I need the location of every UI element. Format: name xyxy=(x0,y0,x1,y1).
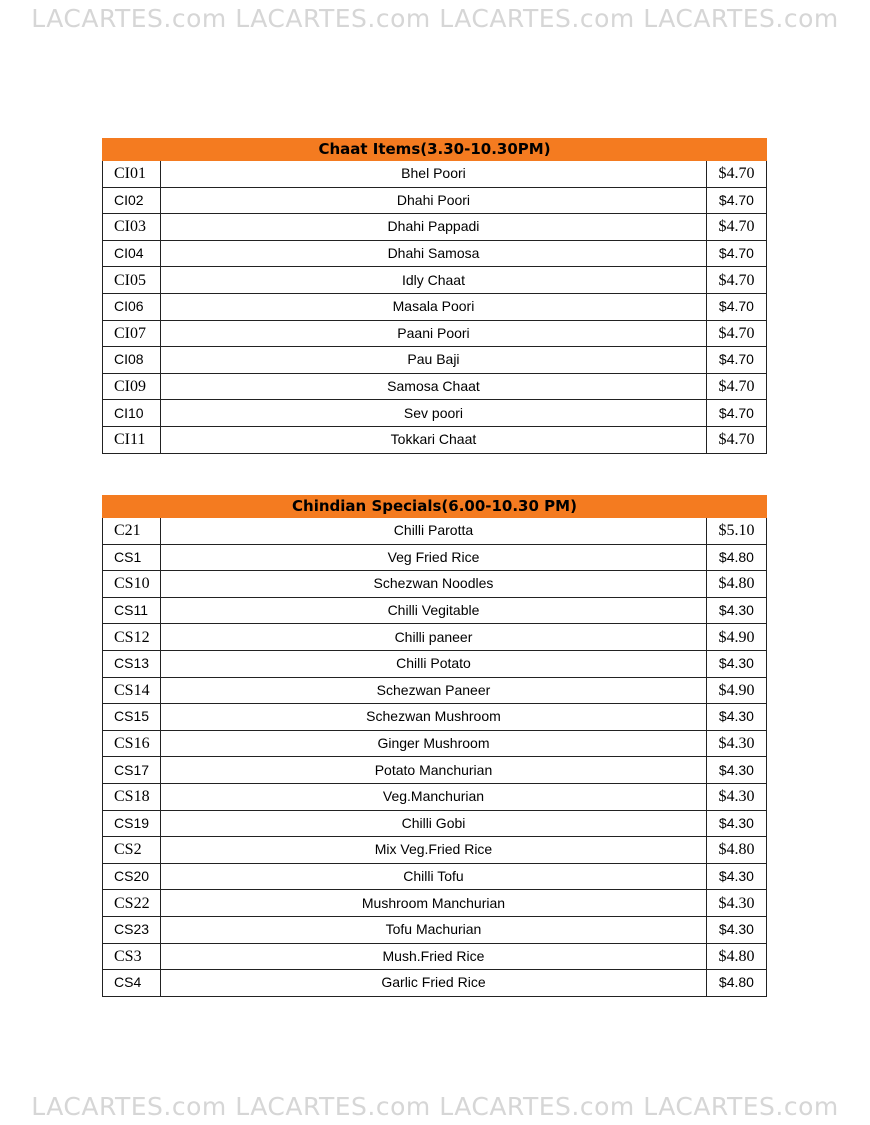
item-price: $4.70 xyxy=(706,320,766,347)
menu-item-row xyxy=(103,400,767,427)
menu-item-row xyxy=(103,810,767,837)
item-code: CI08 xyxy=(103,347,161,374)
menu-item-row xyxy=(103,677,767,704)
item-price: $4.30 xyxy=(706,730,766,757)
item-code: CS10 xyxy=(103,571,161,598)
item-price: $4.30 xyxy=(706,597,766,624)
item-code: C21 xyxy=(103,518,161,545)
item-price: $4.30 xyxy=(706,863,766,890)
menu-item-row xyxy=(103,650,767,677)
section-title: Chaat Items(3.30-10.30PM) xyxy=(103,139,767,161)
item-name: Bhel Poori xyxy=(161,161,707,188)
item-code: CS16 xyxy=(103,730,161,757)
item-name: Chilli Potato xyxy=(161,650,707,677)
item-name: Chilli Gobi xyxy=(161,810,707,837)
item-price: $4.90 xyxy=(706,677,766,704)
item-name: Chilli Parotta xyxy=(161,518,707,545)
item-price: $5.10 xyxy=(706,518,766,545)
item-code: CI02 xyxy=(103,187,161,214)
menu-item-row xyxy=(103,597,767,624)
section-title: Chindian Specials(6.00-10.30 PM) xyxy=(103,496,767,518)
menu-item-row xyxy=(103,518,767,545)
menu-item-row xyxy=(103,916,767,943)
item-code: CI10 xyxy=(103,400,161,427)
section-body xyxy=(103,161,767,454)
item-price: $4.70 xyxy=(706,267,766,294)
item-price: $4.70 xyxy=(706,373,766,400)
item-code: CS14 xyxy=(103,677,161,704)
item-code: CS3 xyxy=(103,943,161,970)
item-code: CS22 xyxy=(103,890,161,917)
item-price: $4.70 xyxy=(706,161,766,188)
item-code: CS17 xyxy=(103,757,161,784)
menu-item-row xyxy=(103,347,767,374)
item-name: Schezwan Mushroom xyxy=(161,704,707,731)
menu-item-row xyxy=(103,783,767,810)
item-price: $4.30 xyxy=(706,783,766,810)
item-name: Mushroom Manchurian xyxy=(161,890,707,917)
item-name: Tofu Machurian xyxy=(161,916,707,943)
item-price: $4.70 xyxy=(706,426,766,453)
item-name: Chilli paneer xyxy=(161,624,707,651)
item-name: Pau Baji xyxy=(161,347,707,374)
item-code: CI03 xyxy=(103,214,161,241)
item-name: Mix Veg.Fried Rice xyxy=(161,837,707,864)
item-name: Chilli Vegitable xyxy=(161,597,707,624)
item-code: CS15 xyxy=(103,704,161,731)
menu-item-row xyxy=(103,320,767,347)
item-code: CS2 xyxy=(103,837,161,864)
item-name: Schezwan Paneer xyxy=(161,677,707,704)
item-name: Dhahi Pappadi xyxy=(161,214,707,241)
chaat-items-table xyxy=(102,138,767,454)
item-name: Veg.Manchurian xyxy=(161,783,707,810)
item-name: Ginger Mushroom xyxy=(161,730,707,757)
item-code: CS13 xyxy=(103,650,161,677)
item-code: CS11 xyxy=(103,597,161,624)
item-price: $4.90 xyxy=(706,624,766,651)
section-body xyxy=(103,518,767,997)
item-code: CS23 xyxy=(103,916,161,943)
menu-item-row xyxy=(103,757,767,784)
item-code: CI01 xyxy=(103,161,161,188)
menu-item-row xyxy=(103,214,767,241)
item-price: $4.30 xyxy=(706,890,766,917)
menu-item-row xyxy=(103,161,767,188)
watermark-bottom: LACARTES.com LACARTES.com LACARTES.com LACARTES.com xyxy=(31,1092,839,1121)
menu-item-row xyxy=(103,890,767,917)
item-code: CI04 xyxy=(103,240,161,267)
item-code: CS12 xyxy=(103,624,161,651)
item-name: Masala Poori xyxy=(161,293,707,320)
item-code: CI05 xyxy=(103,267,161,294)
item-price: $4.80 xyxy=(706,571,766,598)
chindian-specials-table xyxy=(102,495,767,997)
menu-item-row xyxy=(103,293,767,320)
item-name: Samosa Chaat xyxy=(161,373,707,400)
item-code: CI06 xyxy=(103,293,161,320)
menu-item-row xyxy=(103,624,767,651)
menu-item-row xyxy=(103,571,767,598)
item-code: CI07 xyxy=(103,320,161,347)
item-price: $4.80 xyxy=(706,970,766,997)
item-code: CS19 xyxy=(103,810,161,837)
item-code: CS18 xyxy=(103,783,161,810)
item-code: CS4 xyxy=(103,970,161,997)
item-name: Idly Chaat xyxy=(161,267,707,294)
item-price: $4.80 xyxy=(706,943,766,970)
item-price: $4.80 xyxy=(706,837,766,864)
item-name: Dhahi Poori xyxy=(161,187,707,214)
item-price: $4.70 xyxy=(706,214,766,241)
item-name: Schezwan Noodles xyxy=(161,571,707,598)
menu-item-row xyxy=(103,544,767,571)
item-name: Tokkari Chaat xyxy=(161,426,707,453)
item-name: Potato Manchurian xyxy=(161,757,707,784)
item-name: Paani Poori xyxy=(161,320,707,347)
item-price: $4.70 xyxy=(706,347,766,374)
item-price: $4.70 xyxy=(706,293,766,320)
menu-item-row xyxy=(103,426,767,453)
item-name: Sev poori xyxy=(161,400,707,427)
watermark-top: LACARTES.com LACARTES.com LACARTES.com LACARTES.com xyxy=(31,4,839,33)
menu-item-row xyxy=(103,943,767,970)
item-code: CI09 xyxy=(103,373,161,400)
item-name: Dhahi Samosa xyxy=(161,240,707,267)
item-price: $4.30 xyxy=(706,704,766,731)
item-price: $4.30 xyxy=(706,810,766,837)
item-name: Veg Fried Rice xyxy=(161,544,707,571)
menu-item-row xyxy=(103,863,767,890)
item-price: $4.30 xyxy=(706,757,766,784)
menu-item-row xyxy=(103,970,767,997)
item-code: CI11 xyxy=(103,426,161,453)
item-price: $4.70 xyxy=(706,187,766,214)
menu-item-row xyxy=(103,704,767,731)
item-price: $4.30 xyxy=(706,650,766,677)
item-name: Chilli Tofu xyxy=(161,863,707,890)
item-name: Garlic Fried Rice xyxy=(161,970,707,997)
item-name: Mush.Fried Rice xyxy=(161,943,707,970)
item-price: $4.30 xyxy=(706,916,766,943)
item-price: $4.70 xyxy=(706,240,766,267)
menu-item-row xyxy=(103,837,767,864)
item-code: CS20 xyxy=(103,863,161,890)
item-code: CS1 xyxy=(103,544,161,571)
menu-item-row xyxy=(103,267,767,294)
item-price: $4.70 xyxy=(706,400,766,427)
menu-item-row xyxy=(103,373,767,400)
menu-item-row xyxy=(103,187,767,214)
item-price: $4.80 xyxy=(706,544,766,571)
menu-item-row xyxy=(103,240,767,267)
menu-item-row xyxy=(103,730,767,757)
